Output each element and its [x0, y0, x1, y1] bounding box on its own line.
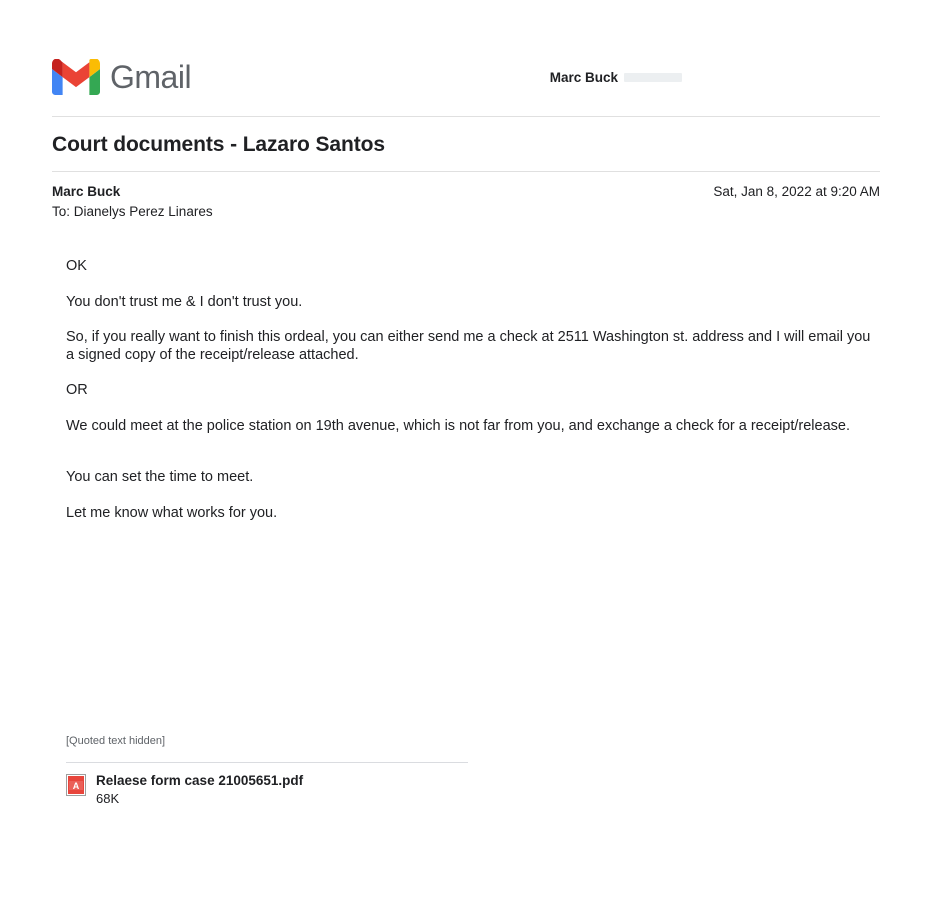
header-account	[550, 70, 880, 85]
attachment-item[interactable]	[66, 772, 303, 807]
gmail-m-icon	[52, 59, 100, 95]
email-timestamp: Sat, Jan 8, 2022 at 9:20 AM	[713, 184, 880, 199]
email-recipient[interactable]: To: Dianelys Perez Linares	[52, 204, 213, 219]
email-sender[interactable]: Marc Buck	[52, 184, 121, 199]
email-paragraph: OK	[66, 258, 87, 274]
email-paragraph: You don't trust me & I don't trust you.	[66, 293, 303, 310]
header-user-name: Marc Buck	[549, 69, 618, 85]
email-body	[52, 222, 880, 522]
attachment-text	[96, 772, 303, 807]
attachment-filesize: 68K	[96, 791, 120, 806]
email-meta-left	[52, 183, 713, 222]
email-paragraph: Let me know what works for you.	[66, 504, 278, 521]
pdf-file-icon	[66, 774, 86, 796]
quoted-text-hidden[interactable]: [Quoted text hidden]	[66, 735, 166, 747]
gmail-logo[interactable]	[52, 59, 191, 95]
email-meta	[52, 172, 880, 222]
svg-text:A: A	[72, 781, 80, 791]
email-subject: Court documents - Lazaro Santos	[52, 133, 385, 156]
email-paragraph: So, if you really want to finish this ordeal, you can either send me a check at 2511 Washington st. address and I will email you a signed copy of the receipt/release attached.	[66, 329, 871, 363]
email-paragraph: You can set the time to meet.	[66, 469, 254, 485]
attachment-divider	[66, 762, 468, 763]
email-paragraph: OR	[66, 382, 88, 398]
gmail-wordmark: Gmail	[110, 59, 192, 95]
email-paragraph: We could meet at the police station on 19th avenue, which is not far from you, and exchange a check for a receipt/release.	[66, 417, 850, 434]
page-header	[52, 0, 880, 116]
attachment-filename[interactable]: Relaese form case 21005651.pdf	[96, 773, 304, 788]
header-email-redaction	[624, 73, 682, 82]
